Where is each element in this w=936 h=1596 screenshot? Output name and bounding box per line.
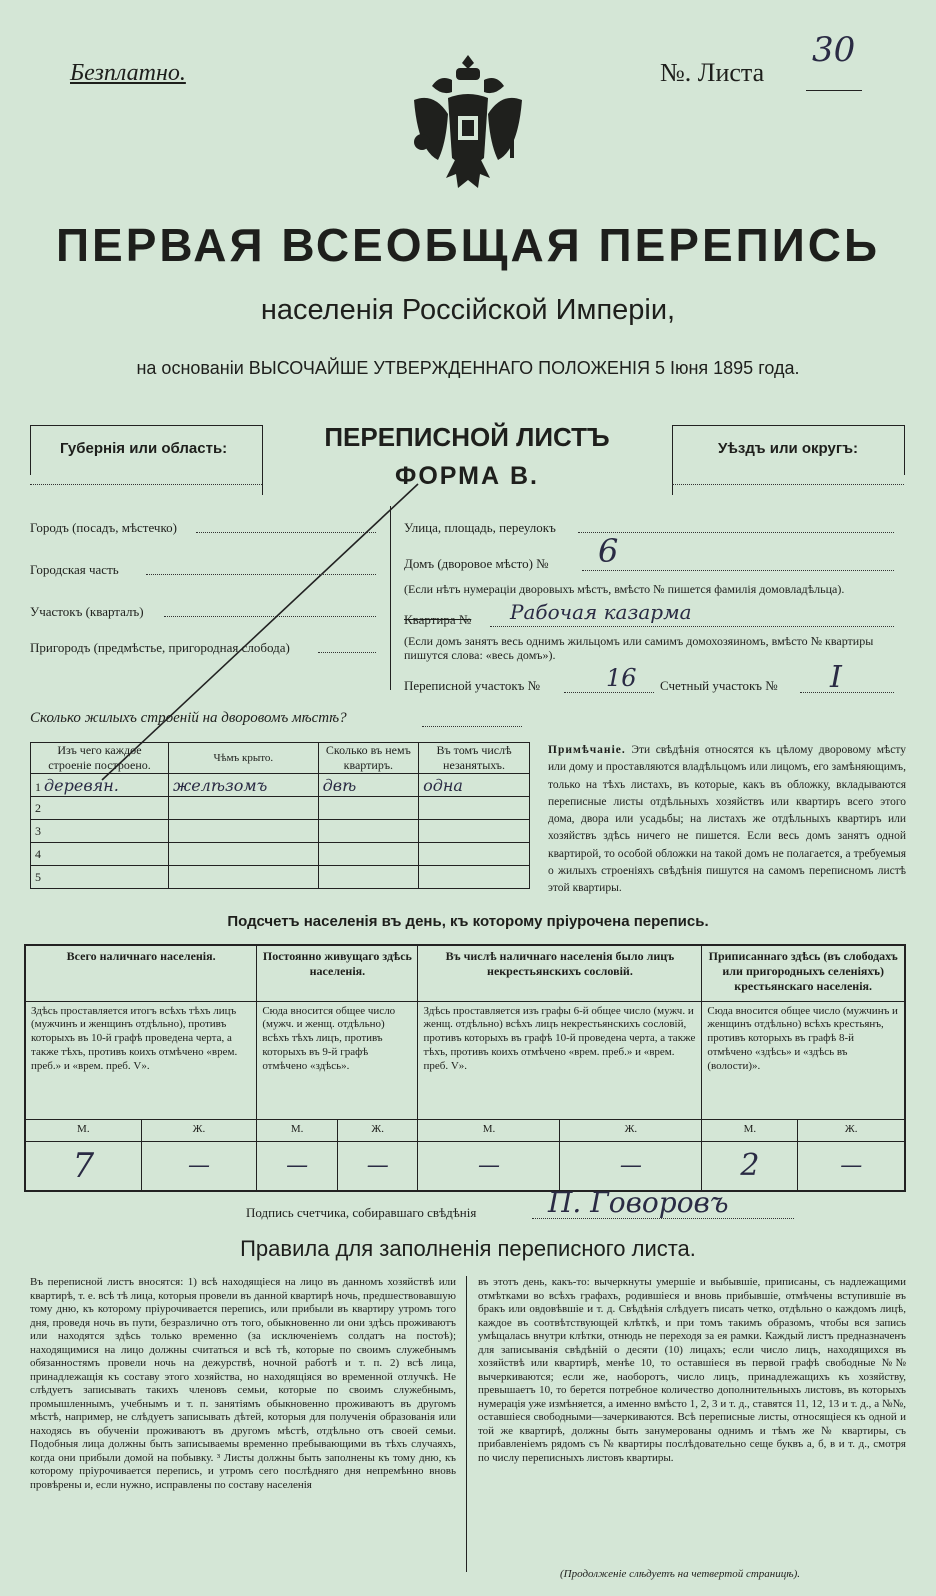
buildings-note xyxy=(548,742,906,897)
rules-right-column: въ этотъ день, какъ-то: вычеркнуты умершіе и выбывшіе, приписаны, съ надлежащими отмѣтками во всѣхъ графахъ, родившіеся и вновь прибывшіе, отмѣчены вступившіе въ бракъ или овдовѣвшіе и т. д. Свѣдѣнія слѣдуетъ писать четко, отдѣльно о каждомъ лицѣ, каждое въ соотвѣтствующей клѣткѣ, и при томъ такимъ образомъ, чтобы вся запись умѣщалась внутри клѣтки, отнюдь не переходя за ея рамки. Каждый листъ предназначенъ для записыванія свѣдѣній о десяти (10) лицахъ; если число лицъ, находящихся въ хозяйствѣ или квартирѣ, менѣе 10, то оставшіеся въ первой графѣ свободные №№ вычеркиваются; если же, наоборотъ, число лицъ, принадлежащихъ къ хозяйству, превышаетъ 10, то берется потребное количество дополнительныхъ листовъ, въ которыхъ нумерація уже измѣняется, а именно вмѣсто 1, 2, 3 и т. д., ставятся 11, 12, 13 и т. д., а №№, оставшіеся свободными—зачеркиваются. Всѣ переписные листы, относящіеся къ одной и той же квартирѣ, должны быть занумерованы однимъ и тѣмъ же № квартиры, съ прибавленіемъ рядомъ съ № квартиры послѣдовательно сеще буквъ а, б, в и т. д., смотря по числу переписныхъ листовъ квартиры. xyxy=(478,1276,906,1464)
rules-continued: (Продолженіе слѣдуетъ на четвертой страницѣ). xyxy=(560,1568,800,1580)
count-district-value: I xyxy=(830,660,842,695)
buildings-table xyxy=(30,742,530,889)
house-value: 6 xyxy=(598,532,619,570)
buildings-col-apartments: Сколько въ немъ квартиръ. xyxy=(318,743,418,774)
table-row: 2 xyxy=(31,797,530,820)
rules-title: Правила для заполненія переписного листа. xyxy=(240,1236,696,1261)
nonpeasant-male-value: — xyxy=(418,1141,560,1191)
uezd-label: Уѣздъ или округъ: xyxy=(718,440,859,457)
sheet-title: ПЕРЕПИСНОЙ ЛИСТЪ xyxy=(324,422,610,452)
apartment-value: Рабочая казарма xyxy=(510,600,692,624)
pop-col-nonpeasant: Въ числѣ наличнаго населенія было лицъ некрестьянскихъ сословій. xyxy=(418,945,702,1001)
gorod-chast-label: Городская часть xyxy=(30,562,119,577)
buildings-question: Сколько жилыхъ строеній на дворовомъ мѣстѣ? xyxy=(30,710,347,726)
sheet-number-label: №. Листа xyxy=(660,58,765,87)
prigorod-label: Пригородъ (предмѣстье, пригородная слобода) xyxy=(30,640,290,655)
table-row: 3 xyxy=(31,820,530,843)
pop-col-permanent: Постоянно живущаго здѣсь населенія. xyxy=(257,945,418,1001)
note-text: Эти свѣдѣнія относятся къ цѣлому дворовому мѣсту или дому и проставляются владѣльцомъ или лицомъ, его замѣняющимъ, только на тѣхъ листахъ, въ которые, какъ въ обложку, вкладываются переписные листы отдѣльныхъ хозяйствъ или квартиръ всего этого дома, двора или усадьбы; на листахъ же отдѣльныхъ квартиръ или хозяйствъ здѣсь ничего не пишется. Если весь домъ занятъ одной квартирой, то особой обложки на такой домъ не полагается, а требуемыя о жилыхъ строеніяхъ свѣдѣнія пишутся на самомъ переписномъ листѣ этой квартиры. xyxy=(548,744,906,894)
sheet-number-value: 30 xyxy=(812,30,856,70)
house-note: (Если нѣтъ нумераціи дворовыхъ мѣстъ, вмѣсто № пишется фамилія домовладѣльца). xyxy=(404,582,845,596)
census-district-value: 16 xyxy=(606,664,637,692)
permanent-male-value: — xyxy=(257,1141,338,1191)
guberniya-label: Губернія или область: xyxy=(60,440,228,457)
permanent-female-value: — xyxy=(337,1141,418,1191)
signature-label: Подпись счетчика, собиравшаго свѣдѣнія xyxy=(246,1205,477,1220)
pop-col-peasant: Приписаннаго здѣсь (въ слободахъ или пригородныхъ селеніяхъ) крестьянскаго населенія. xyxy=(702,945,905,1001)
census-subtitle: населенія Россійской Имперіи, xyxy=(260,294,676,326)
note-title: Примѣчаніе. xyxy=(548,744,626,756)
signature-value: П. Говоровъ xyxy=(548,1186,729,1219)
table-row: 5 xyxy=(31,866,530,889)
population-title: Подсчетъ населенія въ день, къ которому пріурочена перепись. xyxy=(227,913,709,930)
nonpeasant-female-value: — xyxy=(560,1141,702,1191)
form-title: ФОРМА В. xyxy=(395,462,539,490)
census-basis: на основаніи ВЫСОЧАЙШЕ УТВЕРЖДЕННАГО ПОЛОЖЕНІЯ 5 Іюня 1895 года. xyxy=(136,358,800,378)
rules-left-column: Въ переписной листъ вносятся: 1) всѣ находящіеся на лицо въ данномъ хозяйствѣ или квартирѣ, т. е. всѣ тѣ лица, которыя провели въ данной квартирѣ ночь, предшествовавшую тому дню, къ которому пріурочивается перепись, или прибыли въ квартиру утромъ того дня, проведя ночь въ пути, безразлично отъ того, обыкновенно ли они здѣсь проживаютъ или находятся здѣсь только временно (за исключеніемъ солдатъ на постоѣ); находящимися на лицо должны считаться и всѣ тѣ, которые по своимъ служебнымъ обязанностямъ провели ночь на дежурствѣ, ночной работѣ и т. п. 2) всѣ лица, принадлежащія къ составу этого хозяйства, но находящіяся во временной отлучкѣ. Не слѣдуетъ записывать такихъ членовъ семьи, которые по своимъ служебнымъ, промышленнымъ, учебнымъ и т. п. занятіямъ обыкновенно проживаютъ въ другомъ мѣстѣ, например, не слѣдуетъ записывать дѣтей, которыя для полученія образованія или находясь въ обученіи проживаютъ въ другомъ мѣстѣ, отдѣльно отъ своей семьи. Подобныя лица должны быть записываемы временно пребывающими въ тѣхъ случаяхъ, когда они прибыли домой на побывку. ³ Листы должны быть заполнены къ тому дню, къ которому пріурочивается перепись, и утромъ сего послѣдняго дня непремѣнно вновь провѣрены и, если нужно, исправлены по составу населенія xyxy=(30,1276,456,1491)
peasant-male-value: 2 xyxy=(702,1141,798,1191)
buildings-col-vacant: Въ томъ числѣ незанятыхъ. xyxy=(419,743,530,774)
apartment-label: Квартира № xyxy=(404,612,472,627)
street-label: Улица, площадь, переулокъ xyxy=(404,520,556,535)
table-row: 4 xyxy=(31,843,530,866)
pop-col-present: Всего наличнаго населенія. xyxy=(25,945,257,1001)
free-label: Безплатно. xyxy=(70,60,186,86)
census-district-label: Переписной участокъ № xyxy=(404,678,541,693)
census-title: ПЕРВАЯ ВСЕОБЩАЯ ПЕРЕПИСЬ xyxy=(55,219,881,271)
gorod-label: Городъ (посадъ, мѣстечко) xyxy=(30,520,177,535)
peasant-female-value: — xyxy=(798,1141,905,1191)
apartment-note: (Если домъ занятъ весь однимъ жильцомъ или самимъ домохозяиномъ, вмѣсто № квартиры пишутся слова: «весь домъ»). xyxy=(404,634,874,663)
buildings-col-material: Изъ чего каждое строеніе построено. xyxy=(31,743,169,774)
count-district-label: Счетный участокъ № xyxy=(660,678,778,693)
present-female-value: — xyxy=(141,1141,257,1191)
imperial-eagle-emblem xyxy=(404,50,532,200)
buildings-col-roof: Чѣмъ крыто. xyxy=(169,743,319,774)
table-row: 1 деревян. желѣзомъ двѣ одна xyxy=(31,774,530,797)
uchastok-label: Участокъ (кварталъ) xyxy=(30,604,144,619)
table-row xyxy=(25,1141,905,1191)
present-male-value: 7 xyxy=(25,1141,141,1191)
population-table: Всего наличнаго населенія. Постоянно живущаго здѣсь населенія. Въ числѣ наличнаго населенія было лицъ некрестьянскихъ сословій. Приписаннаго здѣсь (въ слободахъ или пригородныхъ селеніяхъ) крестьянскаго населенія. Здѣсь проставляется итогъ всѣхъ тѣхъ лицъ (мужчинъ и женщинъ отдѣльно), противъ которыхъ въ 10-й графѣ проведена черта, а также тѣхъ, противъ коихъ отмѣчено «врем. преб.» и «врем. преб. V». Сюда вносится общее число (мужч. и женщ. отдѣльно) всѣхъ тѣхъ лицъ, противъ которыхъ въ 9-й графѣ отмѣчено «здѣсь». Здѣсь проставляется изъ графы 6-й общее число (мужч. и женщ. отдѣльно) всѣхъ лицъ некрестьянскихъ сословій, противъ которыхъ въ графѣ 10-й проведена черта, а также тѣхъ, противъ коихъ отмѣчено «врем. преб.» и «врем. преб. V». Сюда вносится общее число (мужчинъ и женщинъ отдѣльно) всѣхъ крестьянъ, противъ которыхъ въ графѣ 8-й отмѣчено «здѣсь» и «здѣсь въ (волости)». М. Ж. М. Ж. М. Ж. М. Ж. 7 — — — — — 2 — xyxy=(24,944,906,1192)
house-label: Домъ (дворовое мѣсто) № xyxy=(404,556,549,571)
